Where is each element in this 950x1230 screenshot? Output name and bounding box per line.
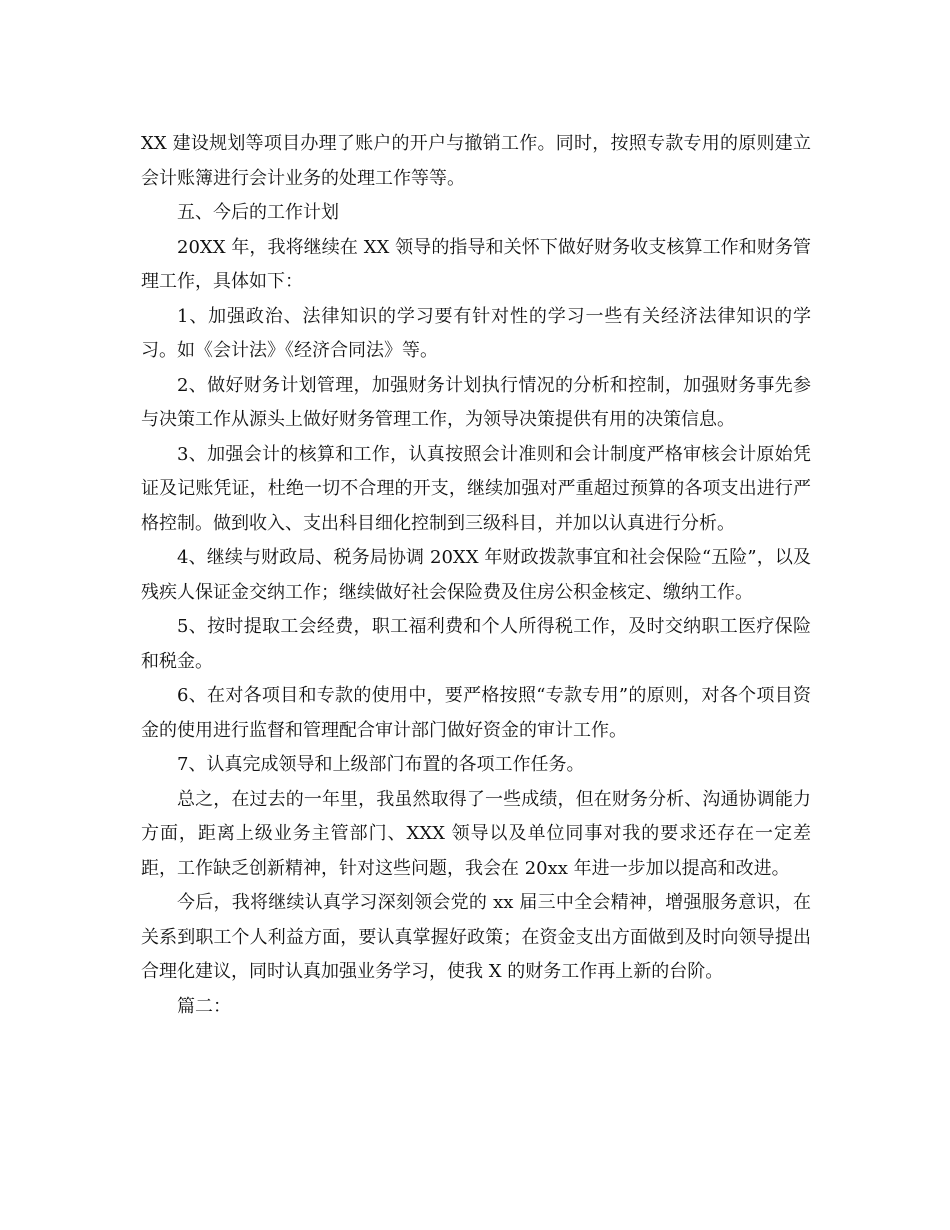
plan-item-2: 2、做好财务计划管理，加强财务计划执行情况的分析和控制，加强财务事先参与决策工作从源头上做好财务管理工作，为领导决策提供有用的决策信息。 [141, 374, 811, 430]
paragraph-summary: 总之，在过去的一年里，我虽然取得了一些成绩，但在财务分析、沟通协调能力方面，距离上级业务主管部门、XXX 领导以及单位同事对我的要求还存在一定差距，工作缺乏创新精神，针对这些问题，我会在 20xx 年进一步加以提高和改进。 [141, 788, 811, 879]
plan-item-1: 1、加强政治、法律知识的学习要有针对性的学习一些有关经济法律知识的学习。如《会计法》《经济合同法》等。 [141, 305, 811, 361]
paragraph-intro: 20XX 年，我将继续在 XX 领导的指导和关怀下做好财务收支核算工作和财务管理工作，具体如下： [141, 236, 811, 292]
plan-item-7: 7、认真完成领导和上级部门布置的各项工作任务。 [177, 754, 585, 775]
document-body [141, 127, 811, 1024]
plan-item-3: 3、加强会计的核算和工作，认真按照会计准则和会计制度严格审核会计原始凭证及记账凭证，杜绝一切不合理的开支，继续加强对严重超过预算的各项支出进行严格控制。做到收入、支出科目细化控制到三级科目，并加以认真进行分析。 [141, 443, 811, 534]
plan-item-5: 5、按时提取工会经费，职工福利费和个人所得税工作，及时交纳职工医疗保险和税金。 [141, 616, 811, 672]
section-heading: 五、今后的工作计划 [177, 202, 339, 223]
paragraph-outlook: 今后，我将继续认真学习深刻领会党的 xx 届三中全会精神，增强服务意识，在关系到职工个人利益方面，要认真掌握好政策；在资金支出方面做到及时向领导提出合理化建议，同时认真加强业务学习，使我 X 的财务工作再上新的台阶。 [141, 892, 811, 982]
section-label-part-two: 篇二： [177, 995, 231, 1017]
plan-item-4: 4、继续与财政局、税务局协调 20XX 年财政拨款事宜和社会保险“五险”，以及残疾人保证金交纳工作；继续做好社会保险费及住房公积金核定、缴纳工作。 [141, 547, 811, 603]
plan-item-6: 6、在对各项目和专款的使用中，要严格按照“专款专用”的原则，对各个项目资金的使用进行监督和管理配合审计部门做好资金的审计工作。 [141, 685, 811, 741]
paragraph-continuation: XX 建设规划等项目办理了账户的开户与撤销工作。同时，按照专款专用的原则建立会计账簿进行会计业务的处理工作等等。 [141, 133, 811, 189]
